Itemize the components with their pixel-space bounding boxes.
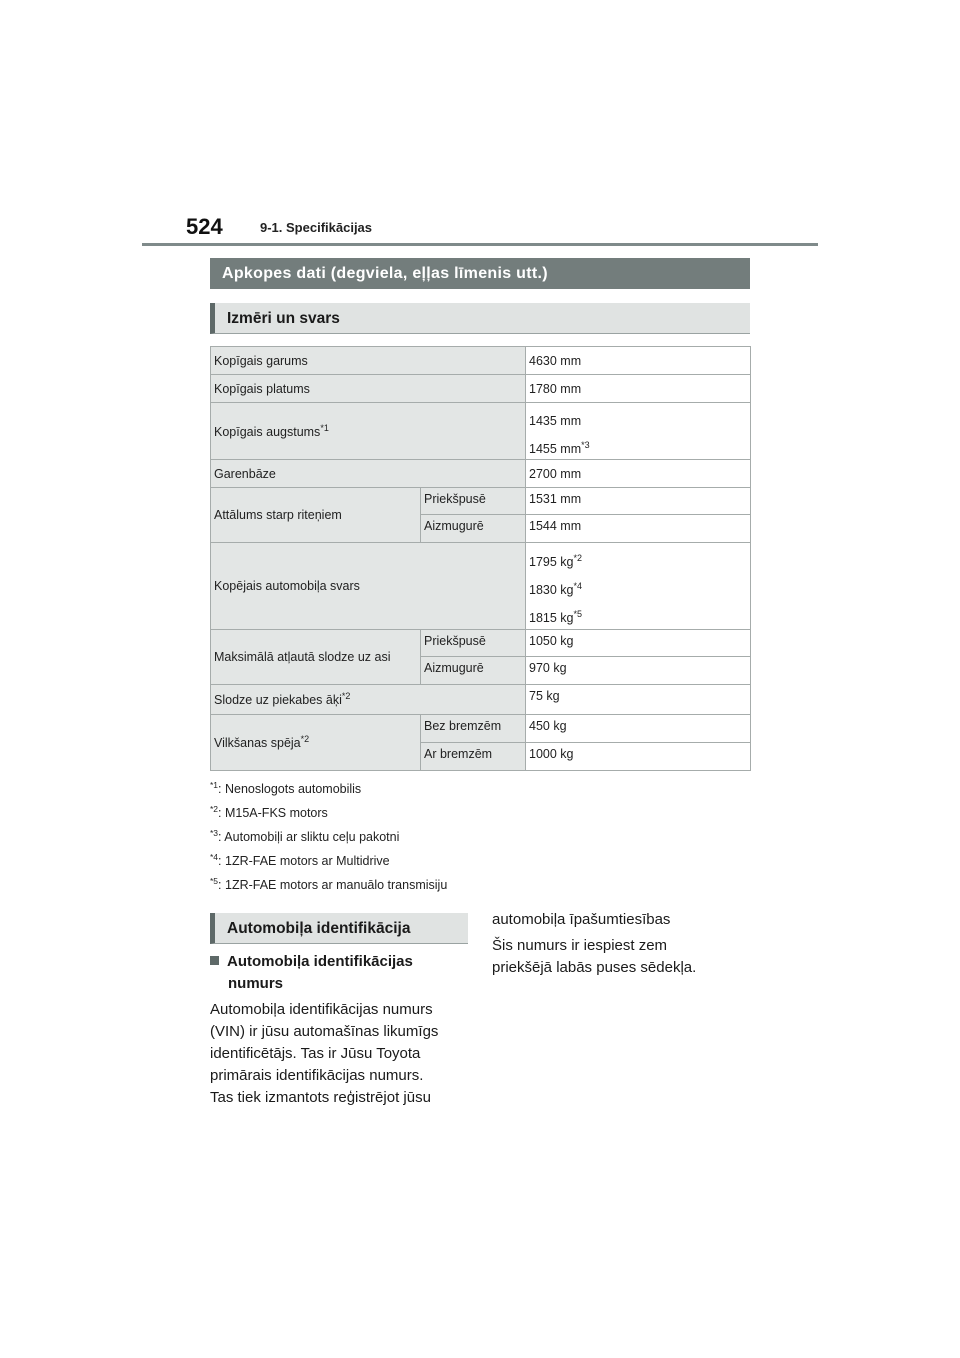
row-value: 4630 mm: [526, 347, 751, 375]
vin-description-continued: automobiļa īpašumtiesības Šis numurs ir iespiest zem priekšējā labās puses sēdekļa.: [492, 911, 697, 976]
row-label: Vilkšanas spēja$^{*2}$: [211, 715, 421, 771]
row-label: Kopīgais garums: [211, 347, 526, 375]
footnote: $^{*5}$: 1ZR-FAE motors ar manuālo transmisiju: [210, 876, 448, 893]
identification-heading: Automobiļa identifikācija: [210, 913, 468, 944]
value-line: 1435 mm: [529, 414, 582, 429]
table-row: [211, 460, 751, 488]
table-row: [211, 685, 751, 715]
footnote: $^{*3}$: Automobiļi ar sliktu ceļu pakotni: [210, 828, 400, 845]
section-title: Apkopes dati (degviela, eļļas līmenis utt.): [210, 258, 750, 289]
table-row: [211, 375, 751, 403]
footnote-ref: *4: [573, 581, 582, 591]
footnote-ref: *1: [320, 422, 329, 433]
value-line: 1795 $kg^{*2}$: [529, 553, 582, 570]
footnote-ref: *3: [581, 440, 590, 450]
value-line: 1455 $mm^{*3}$: [529, 440, 590, 457]
table-row: [211, 630, 751, 657]
page-number: 524: [186, 214, 223, 239]
table-row: [211, 347, 751, 375]
square-bullet-icon: [210, 956, 219, 965]
vin-heading: Automobiļa identifikācijas numurs: [210, 951, 460, 995]
chapter-title: 9-1. Specifikācijas: [260, 220, 373, 235]
dimensions-table: [210, 346, 751, 771]
footnote: $^{*2}$: M15A-FKS motors: [210, 804, 328, 821]
row-value: 1531 mm: [526, 488, 751, 515]
row-value: 1050 kg: [526, 630, 751, 657]
footnotes: [210, 774, 447, 894]
row-label: Maksimālā atļautā slodze uz asi: [211, 630, 421, 685]
footnote-ref: *2: [573, 553, 582, 563]
row-value: 1544 mm: [526, 515, 751, 543]
sub-label: Ar bremzēm: [421, 743, 526, 771]
row-value: [526, 403, 751, 460]
table-row: [211, 543, 751, 630]
sub-label: Aizmugurē: [421, 515, 526, 543]
row-label: Kopīgais platums: [211, 375, 526, 403]
sub-label: Priekšpusē: [421, 630, 526, 657]
table-row: [211, 403, 751, 460]
footnote: $^{*4}$: 1ZR-FAE motors ar Multidrive: [210, 852, 390, 869]
row-label: Kopējais automobiļa svars: [211, 543, 526, 630]
footnote-ref: *5: [573, 609, 582, 619]
row-label: Kopīgais augstums$^{*1}$: [211, 403, 526, 460]
table-row: [211, 715, 751, 743]
vin-description: Automobiļa identifikācijas numurs (VIN) ir jūsu automašīnas likumīgs identificētājs. Tas ir Jūsu Toyota primārais identifikācijas numurs. Tas tiek izmantots reģistrējot jūsu: [210, 1001, 439, 1106]
dimensions-heading: Izmēri un svars: [210, 303, 750, 334]
table-row: [211, 488, 751, 515]
sub-label: Priekšpusē: [421, 488, 526, 515]
footnote-ref: *2: [341, 691, 351, 702]
row-value: 1780 mm: [526, 375, 751, 403]
row-value: 1000 kg: [526, 743, 751, 771]
row-label: Attālums starp riteņiem: [211, 488, 421, 543]
row-value: 450 kg: [526, 715, 751, 743]
sub-label: Aizmugurē: [421, 657, 526, 685]
value-line: 1815 $kg^{*5}$: [529, 609, 582, 626]
footnote-ref: *2: [300, 734, 310, 745]
row-value: [526, 543, 751, 630]
row-value: 75 kg: [526, 685, 751, 715]
header-divider: [142, 243, 818, 246]
row-label: Slodze uz piekabes āķi$^{*2}$: [211, 685, 526, 715]
value-line: 1830 $kg^{*4}$: [529, 581, 582, 598]
row-label: Garenbāze: [211, 460, 526, 488]
footnote: $^{*1}$: Nenoslogots automobilis: [210, 780, 362, 797]
row-value: 2700 mm: [526, 460, 751, 488]
row-value: 970 kg: [526, 657, 751, 685]
sub-label: Bez bremzēm: [421, 715, 526, 743]
